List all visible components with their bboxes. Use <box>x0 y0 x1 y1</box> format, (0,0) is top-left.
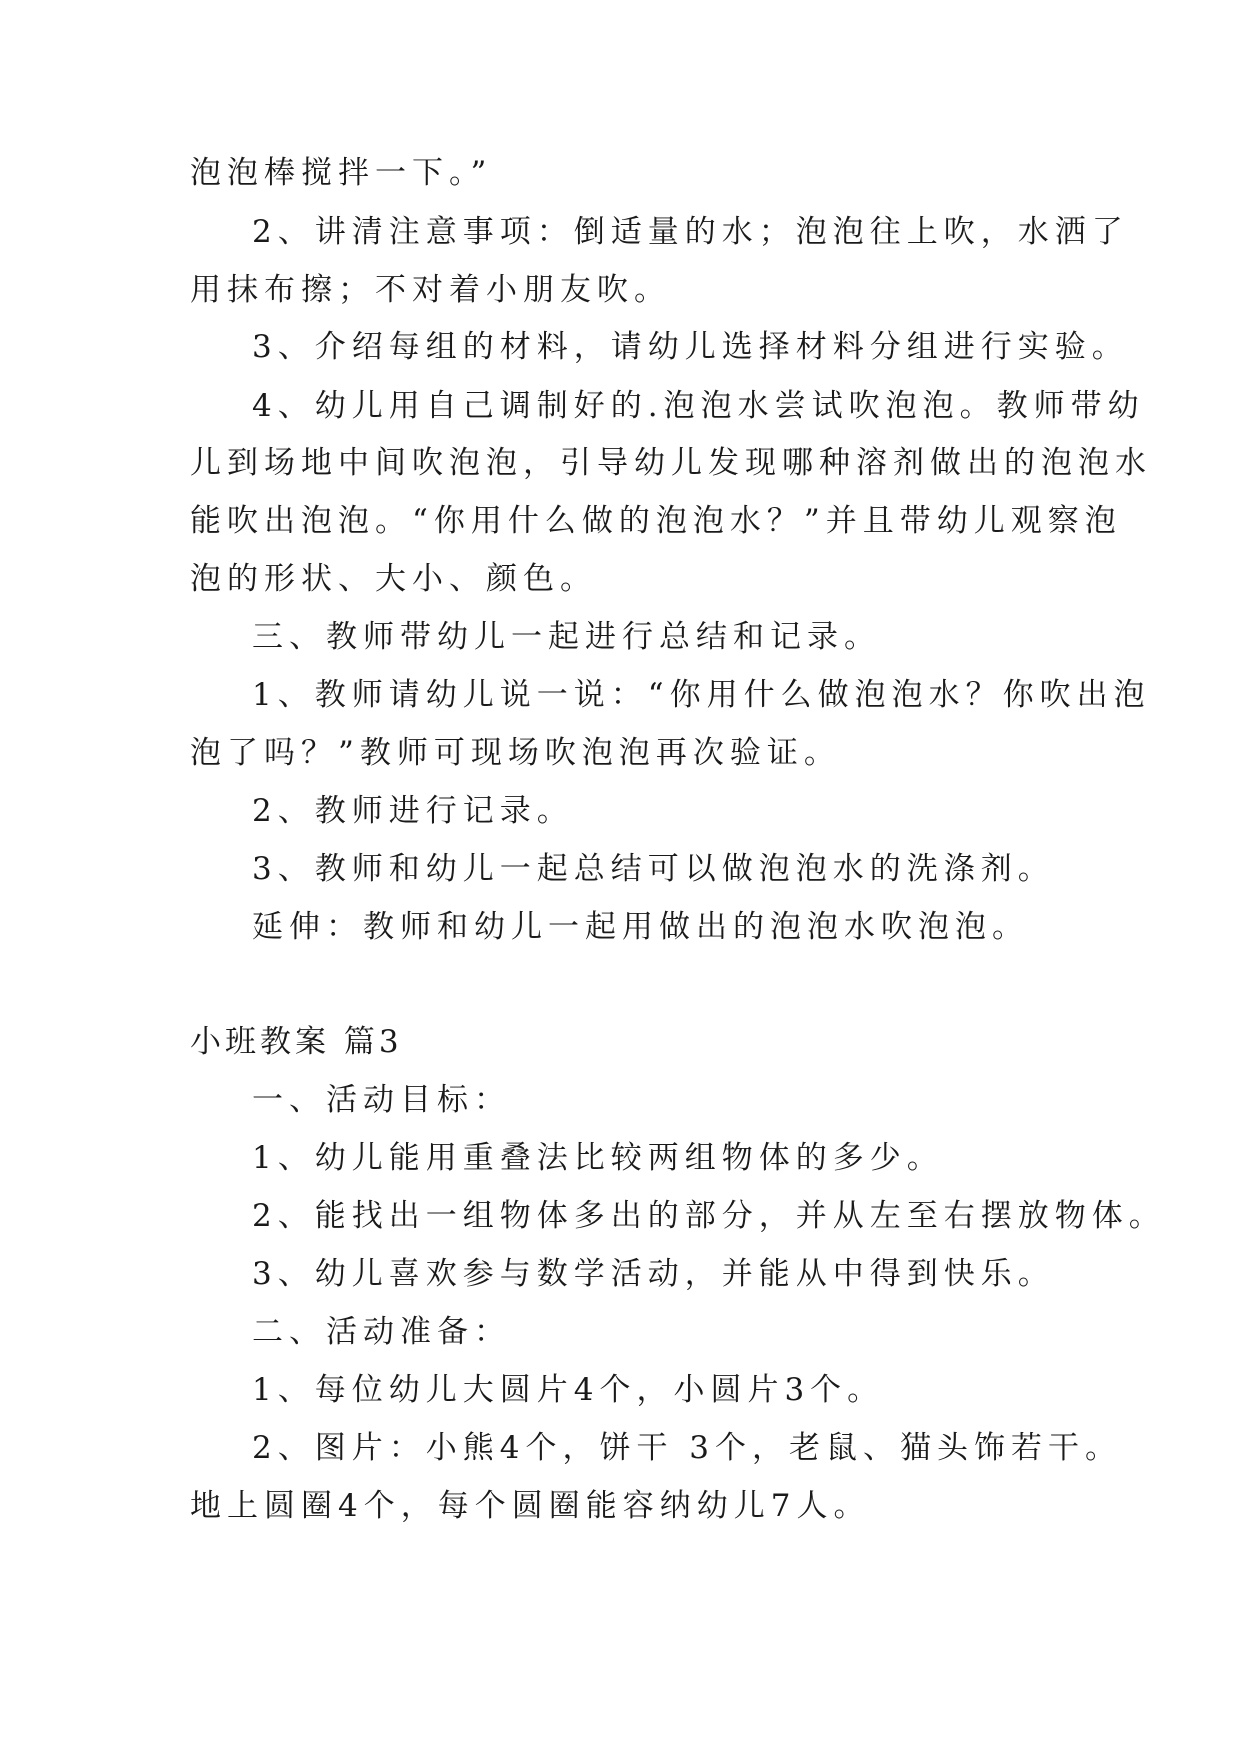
text-line-12: 2、教师进行记录。 <box>252 793 574 829</box>
text-line-11: 泡了吗？”教师可现场吹泡泡再次验证。 <box>190 735 841 771</box>
text-line-22: 2、图片：小熊4个，饼干 3个，老鼠、猫头饰若干。 <box>252 1430 1123 1466</box>
text-line-2: 2、讲清注意事项：倒适量的水；泡泡往上吹，水洒了 <box>252 214 1129 250</box>
text-line-7: 能吹出泡泡。“你用什么做的泡泡水？”并且带幼儿观察泡 <box>190 503 1122 539</box>
text-line-10: 1、教师请幼儿说一说：“你用什么做泡泡水？你吹出泡 <box>252 677 1151 713</box>
text-line-21: 1、每位幼儿大圆片4个，小圆片3个。 <box>252 1372 885 1408</box>
text-line-1: 泡泡棒搅拌一下。” <box>190 155 493 191</box>
text-line-8: 泡的形状、大小、颜色。 <box>190 561 597 597</box>
lesson-plan-title: 小班教案 篇3 <box>190 1024 403 1060</box>
section-heading-goals: 一、活动目标： <box>252 1082 511 1118</box>
text-line-4: 3、介绍每组的材料，请幼儿选择材料分组进行实验。 <box>252 329 1129 365</box>
text-line-5: 4、幼儿用自己调制好的.泡泡水尝试吹泡泡。教师带幼 <box>252 388 1145 424</box>
text-line-14: 延伸：教师和幼儿一起用做出的泡泡水吹泡泡。 <box>252 909 1029 945</box>
text-line-13: 3、教师和幼儿一起总结可以做泡泡水的洗涤剂。 <box>252 851 1055 887</box>
section-heading-summary: 三、教师带幼儿一起进行总结和记录。 <box>252 619 881 655</box>
text-line-6: 儿到场地中间吹泡泡，引导幼儿发现哪种溶剂做出的泡泡水 <box>190 445 1152 481</box>
text-line-23: 地上圆圈4个，每个圆圈能容纳幼儿7人。 <box>190 1488 871 1524</box>
section-heading-preparation: 二、活动准备： <box>252 1314 511 1350</box>
text-line-3: 用抹布擦；不对着小朋友吹。 <box>190 272 671 308</box>
text-line-19: 3、幼儿喜欢参与数学活动，并能从中得到快乐。 <box>252 1256 1055 1292</box>
text-line-18: 2、能找出一组物体多出的部分，并从左至右摆放物体。 <box>252 1198 1166 1234</box>
text-line-17: 1、幼儿能用重叠法比较两组物体的多少。 <box>252 1140 944 1176</box>
